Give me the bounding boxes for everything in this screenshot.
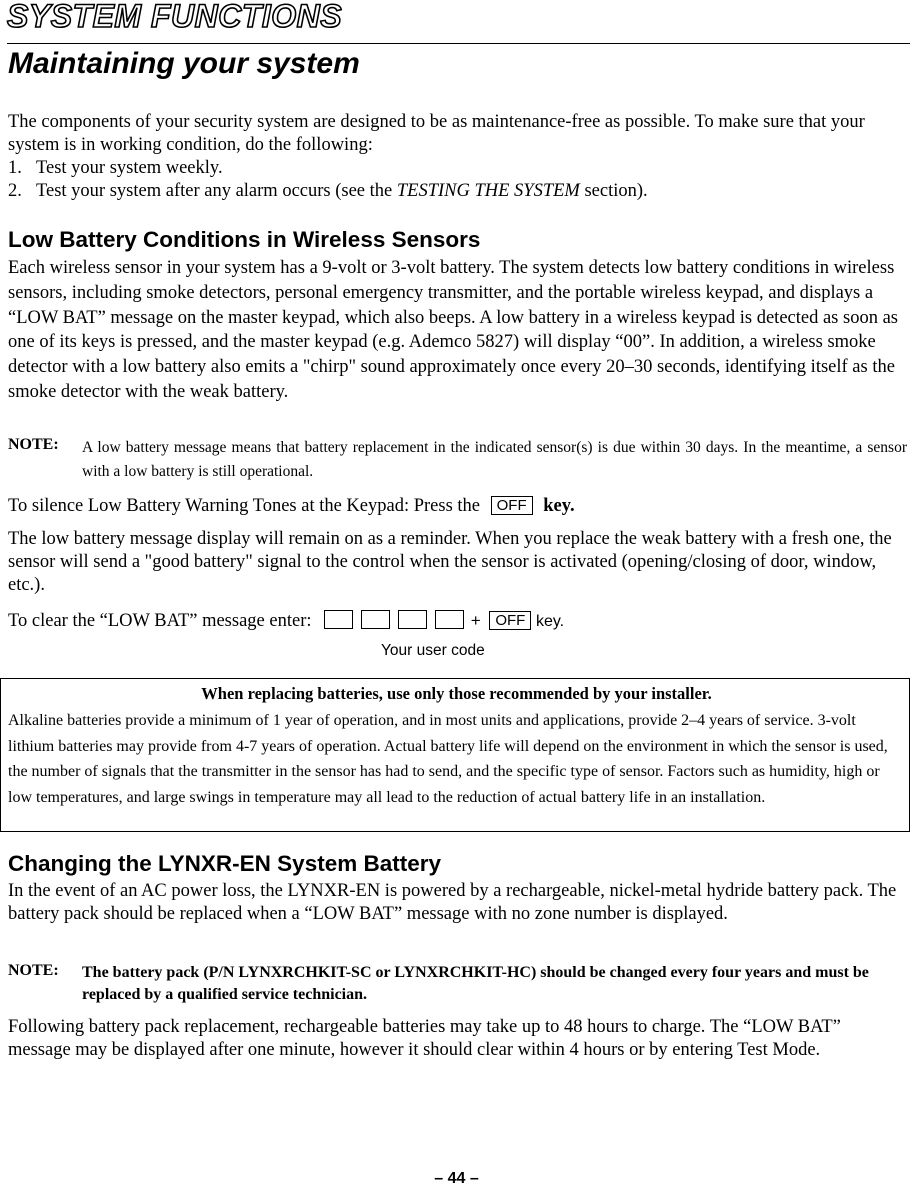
- system-battery-body: [8, 880, 907, 926]
- code-digit-box: [435, 610, 464, 629]
- low-battery-body: [8, 256, 907, 405]
- key-word: key.: [543, 496, 575, 516]
- system-battery-text: In the event of an AC power loss, the LYNXR-EN is powered by a rechargeable, nickel-metal hydride battery pack. The battery pack should be replaced when a “LOW BAT” message with no zone number is displayed.: [8, 881, 897, 924]
- list-number: 1.: [8, 158, 22, 178]
- low-battery-text: Each wireless sensor in your system has a 9-volt or 3-volt battery. The system detects low battery conditions in wireless sensors, including smoke detectors, personal emergency transmitter, and the portable wireless keypad, and displays a “LOW BAT” message on the master keypad, which also beeps. A low battery in a wireless keypad is detected as soon as one of its keys is pressed, and the master keypad (e.g. Ademco 5827) will display “00”. In addition, a wireless smoke detector with a low battery also emits a "chirp" sound approximately once every 20–30 seconds, identifying itself as the smoke detector with the weak battery.: [8, 258, 898, 402]
- list-text: [36, 180, 648, 203]
- page-number: – 44 –: [434, 1170, 479, 1187]
- reminder-text: The low battery message display will remain on as a reminder. When you replace the weak battery with a fresh one, the sensor will send a "good battery" signal to the control when the sensor is activated (opening/closing of door, window, etc.).: [8, 529, 892, 595]
- testing-reference: TESTING THE SYSTEM: [396, 181, 580, 201]
- code-digit-box: [324, 610, 353, 629]
- note-text: A low battery message means that battery replacement in the indicated sensor(s) is due within 30 days. In the meantime, a sensor with a low battery is still operational.: [82, 439, 907, 480]
- battery-box-body: Alkaline batteries provide a minimum of 1 year of operation, and in most units and applications, provide 2–4 years of service. 3-volt lithium batteries may provide from 4-7 years of operation. Actual battery life will depend on the environment in which the sensor is used, the number of signals that the transmitter in the sensor has had to send, and the specific type of sensor. Factors such as humidity, high or low temperatures, and large swings in temperature may all lead to the reduction of actual battery life in an installation.: [8, 712, 888, 806]
- replacement-text: Following battery pack replacement, rechargeable batteries may take up to 48 hours to charge. The “LOW BAT” message may be displayed after one minute, however it should clear within 4 hours or by entering Test Mode.: [8, 1017, 841, 1060]
- clear-text: To clear the “LOW BAT” message enter:: [8, 611, 312, 631]
- clear-instruction: [8, 609, 907, 633]
- battery-box-title: When replacing batteries, use only those recommended by your installer.: [201, 684, 712, 703]
- off-key: OFF: [491, 496, 533, 515]
- code-digit-box: [361, 610, 390, 629]
- off-key: OFF: [489, 611, 531, 630]
- list-item: [8, 180, 907, 203]
- plus-sign: +: [470, 611, 481, 630]
- code-digit-box: [398, 610, 427, 629]
- list-number: 2.: [8, 181, 22, 201]
- note-text: The battery pack (P/N LYNXRCHKIT-SC or LYNXRCHKIT-HC) should be changed every four years and must be replaced by a qualified service technician.: [82, 964, 869, 1003]
- user-code-caption: Your user code: [381, 642, 485, 659]
- battery-info-box: [0, 678, 910, 832]
- low-battery-heading: Low Battery Conditions in Wireless Sensors: [8, 227, 481, 252]
- silence-instruction: [8, 495, 907, 518]
- section-title: SYSTEM FUNCTIONS: [7, 0, 343, 34]
- list-item: [8, 157, 907, 180]
- key-word: key.: [535, 613, 565, 630]
- replacement-block: [8, 1016, 907, 1062]
- reminder-block: [8, 528, 907, 597]
- note-label: NOTE:: [8, 962, 59, 979]
- list-text-before: Test your system after any alarm occurs (see the: [36, 181, 397, 201]
- system-battery-heading: Changing the LYNXR-EN System Battery: [8, 851, 442, 876]
- intro-block: [8, 111, 907, 203]
- note-label: NOTE:: [8, 436, 59, 453]
- low-battery-note: [8, 436, 907, 484]
- list-text-after: section).: [579, 181, 648, 201]
- system-battery-note: [8, 962, 907, 1006]
- title-rule: [7, 43, 910, 44]
- silence-text: To silence Low Battery Warning Tones at the Keypad: Press the: [8, 496, 481, 516]
- page-heading: Maintaining your system: [8, 47, 360, 80]
- intro-text: The components of your security system are designed to be as maintenance-free as possible. To make sure that your system is in working condition, do the following:: [8, 112, 865, 155]
- list-text: Test your system weekly.: [36, 158, 223, 178]
